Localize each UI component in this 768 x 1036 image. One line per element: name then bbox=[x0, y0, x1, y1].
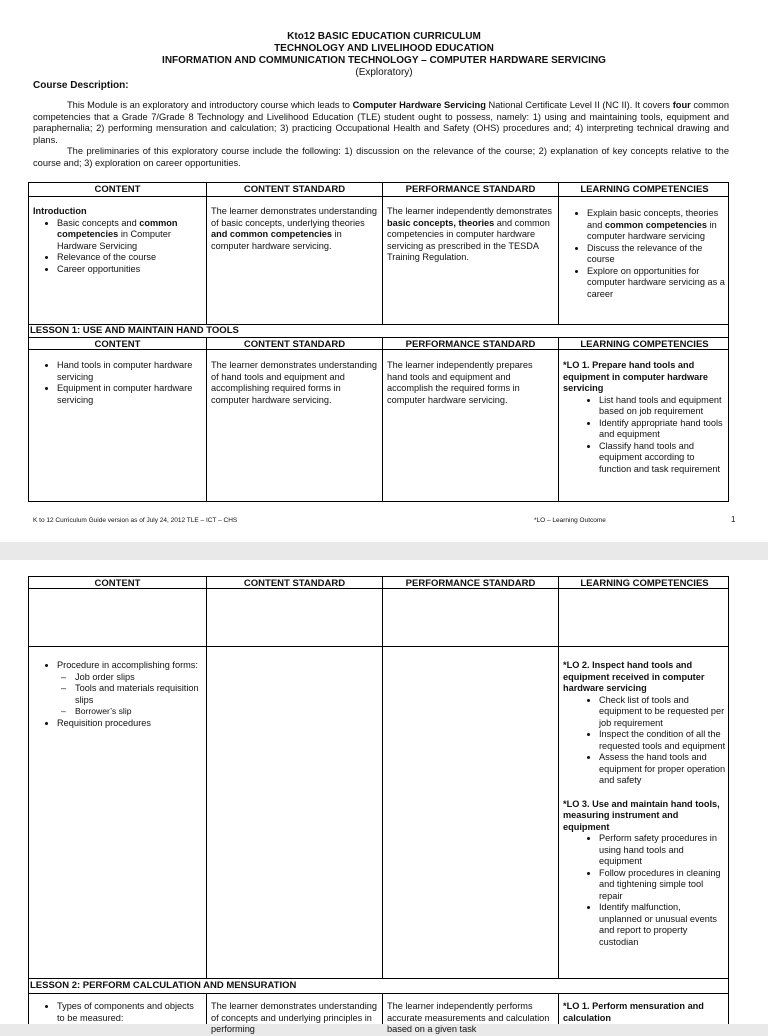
lesson1-continued-table bbox=[28, 576, 729, 1034]
intro-learning-competencies bbox=[559, 197, 730, 324]
list-item: • Procedure in accomplishing forms: – Job order slips – Tools and materials requisition slips – Borrower’s slip bbox=[57, 660, 202, 718]
col-learning-competencies: LEARNING COMPETENCIES bbox=[580, 339, 709, 350]
lesson1-learning-competencies bbox=[559, 350, 730, 501]
intro-table bbox=[28, 182, 729, 325]
col-performance-standard: PERFORMANCE STANDARD bbox=[383, 183, 559, 196]
course-description bbox=[33, 100, 729, 169]
list-item: • Types of components and objects to be measured: bbox=[57, 1001, 202, 1024]
col-content-standard: CONTENT STANDARD bbox=[207, 183, 383, 196]
empty-cell bbox=[383, 647, 559, 978]
lesson1-content-standard: The learner demonstrates understanding of hand tools and equipment and accomplishing required forms in computer hardware servicing. bbox=[207, 350, 383, 501]
course-description-paragraph-1: This Module is an exploratory and introductory course which leads to Computer Hardware Servicing National Certificate Level II (NC II). It covers four common competencies that a Grade 7/Grade 8 Technology and Livelihood Education (TLE) student ought to possess, namely: 1) using and maintaining tools, equipment and paraphernalia; 2) performing mensuration and calculation; 3) practicing Occupational Health and Safety (OHS) procedures and; 4) interpreting technical drawing and plans. bbox=[33, 100, 730, 145]
footer-version: K to 12 Curriculum Guide version as of July 24, 2012 TLE – ICT – CHS bbox=[33, 517, 238, 524]
table-row-empty bbox=[29, 589, 728, 647]
lo-heading: *LO 3. Use and maintain hand tools, measuring instrument and equipment bbox=[563, 798, 720, 832]
lesson2-learning-competencies bbox=[559, 994, 730, 1024]
list-item: – Tools and materials requisition slips bbox=[75, 683, 202, 706]
doc-subtitle: (Exploratory) bbox=[355, 67, 413, 78]
list-item: • Assess the hand tools and equipment for proper operation and safety bbox=[599, 752, 726, 787]
col-content-standard: CONTENT STANDARD bbox=[207, 338, 383, 349]
list-item: • Perform safety procedures in using hand tools and equipment bbox=[599, 833, 726, 868]
lesson1-table bbox=[28, 324, 729, 502]
empty-cell bbox=[559, 589, 730, 646]
empty-cell bbox=[29, 589, 207, 646]
table-header-row bbox=[29, 183, 728, 197]
col-performance-standard: PERFORMANCE STANDARD bbox=[383, 577, 559, 588]
page2-learning-competencies bbox=[559, 647, 730, 978]
intro-content-standard: The learner demonstrates understanding of basic concepts, underlying theories and common competencies in computer hardware servicing. bbox=[207, 197, 383, 324]
intro-performance-standard: The learner independently demonstrates basic concepts, theories and common competencies in computer hardware servicing as prescribed in the TESDA Training Regulation. bbox=[383, 197, 559, 324]
table-row bbox=[29, 197, 728, 324]
intro-content bbox=[29, 197, 207, 324]
col-content: CONTENT bbox=[29, 183, 207, 196]
list-item: • Equipment in computer hardware servicing bbox=[57, 383, 202, 406]
table-row bbox=[29, 647, 728, 979]
list-item: • Classify hand tools and equipment according to function and task requirement bbox=[599, 441, 726, 476]
list-item: • Career opportunities bbox=[57, 264, 202, 276]
col-performance-standard: PERFORMANCE STANDARD bbox=[383, 338, 559, 349]
course-description-label: Course Description: bbox=[33, 80, 129, 91]
empty-cell bbox=[207, 647, 383, 978]
list-item: • Basic concepts and common competencies in Computer Hardware Servicing bbox=[57, 218, 202, 253]
footer-lo-note: *LO – Learning Outcome bbox=[534, 517, 606, 524]
lo-heading: *LO 1. Perform mensuration and calculation bbox=[563, 1001, 704, 1023]
list-item: • Requisition procedures bbox=[57, 718, 202, 730]
col-content: CONTENT bbox=[29, 577, 207, 588]
lo-heading: *LO 1. Prepare hand tools and equipment in computer hardware servicing bbox=[563, 360, 708, 393]
list-item: • Check list of tools and equipment to be requested per job requirement bbox=[599, 695, 726, 730]
lo-heading: *LO 2. Inspect hand tools and equipment received in computer hardware servicing bbox=[563, 660, 705, 693]
list-item: • Hand tools in computer hardware servicing bbox=[57, 360, 202, 383]
table-row bbox=[29, 993, 728, 1034]
list-item: • Discuss the relevance of the course bbox=[587, 243, 726, 266]
lesson1-title: LESSON 1: USE AND MAINTAIN HAND TOOLS bbox=[30, 325, 239, 336]
col-content: CONTENT bbox=[29, 338, 207, 349]
page2-content bbox=[29, 647, 207, 978]
page-number: 1 bbox=[731, 515, 736, 524]
list-item: • Identify appropriate hand tools and equipment bbox=[599, 418, 726, 441]
list-item: • Relevance of the course bbox=[57, 252, 202, 264]
empty-cell bbox=[383, 589, 559, 646]
list-item: • Explain basic concepts, theories and common competencies in computer hardware servicing bbox=[587, 208, 726, 243]
list-item: • Follow procedures in cleaning and tightening simple tool repair bbox=[599, 868, 726, 903]
list-item: • List hand tools and equipment based on job requirement bbox=[599, 395, 726, 418]
page-2 bbox=[0, 560, 768, 1034]
col-learning-competencies: LEARNING COMPETENCIES bbox=[580, 184, 709, 195]
doc-title-line3: INFORMATION AND COMMUNICATION TECHNOLOGY – COMPUTER HARDWARE SERVICING bbox=[162, 55, 606, 66]
list-item: • Identify malfunction, unplanned or unusual events and report to property custodian bbox=[599, 902, 726, 948]
table-header-row bbox=[29, 577, 728, 589]
doc-title-line1: Kto12 BASIC EDUCATION CURRICULUM bbox=[287, 31, 481, 42]
list-item: • Explore on opportunities for computer hardware servicing as a career bbox=[587, 266, 726, 301]
list-item: – Job order slips bbox=[75, 672, 202, 684]
lesson2-title: LESSON 2: PERFORM CALCULATION AND MENSURATION bbox=[30, 980, 297, 991]
intro-title: Introduction bbox=[33, 206, 87, 216]
empty-cell bbox=[207, 589, 383, 646]
col-learning-competencies: LEARNING COMPETENCIES bbox=[580, 578, 709, 589]
lesson2-content bbox=[29, 994, 207, 1024]
list-item: • Inspect the condition of all the requested tools and equipment bbox=[599, 729, 726, 752]
lesson1-content bbox=[29, 350, 207, 501]
lesson1-performance-standard: The learner independently prepares hand tools and equipment and accomplish the required forms in computer hardware servicing. bbox=[383, 350, 559, 501]
list-item: – Borrower’s slip bbox=[75, 706, 202, 718]
col-content-standard: CONTENT STANDARD bbox=[207, 577, 383, 588]
lesson2-performance-standard: The learner independently performs accurate measurements and calculation based on a given task bbox=[383, 994, 559, 1024]
doc-title-line2: TECHNOLOGY AND LIVELIHOOD EDUCATION bbox=[274, 43, 494, 54]
table-header-row bbox=[29, 337, 728, 350]
course-description-paragraph-2: The preliminaries of this exploratory course include the following: 1) discussion on the relevance of the course; 2) explanation of key concepts relative to the course and; 3) exploration on career opportunities. bbox=[33, 146, 729, 168]
lesson2-content-standard: The learner demonstrates understanding of concepts and underlying principles in performing bbox=[207, 994, 383, 1024]
table-row bbox=[29, 350, 728, 501]
